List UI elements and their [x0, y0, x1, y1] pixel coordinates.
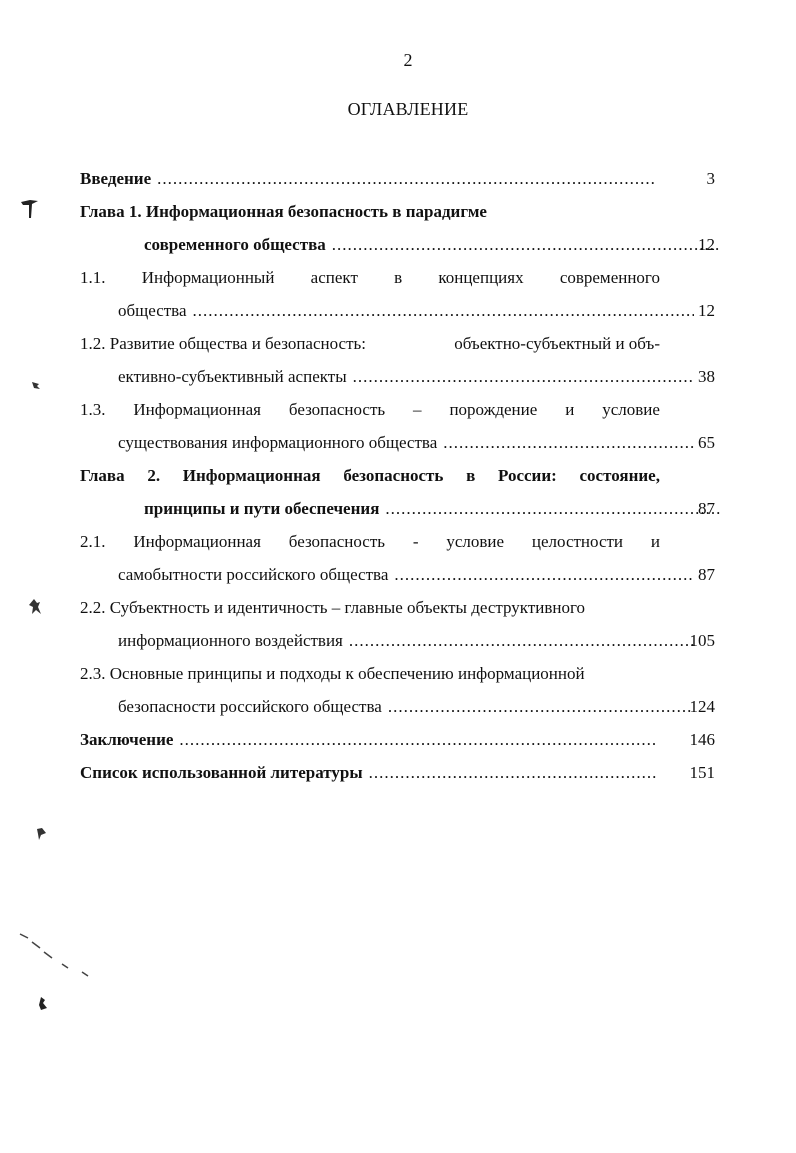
toc-word: в: [394, 268, 403, 287]
dot-leader: [332, 231, 720, 258]
toc-entry-chapter-2: [80, 462, 715, 495]
toc-entry-label: ективно-субъективный аспекты: [118, 367, 347, 386]
toc-word: в: [466, 466, 476, 485]
toc-entry-conclusion: [80, 726, 715, 759]
toc-entry-label: информационного воздействия: [118, 631, 343, 650]
toc-entry-section-2-2: [80, 594, 715, 627]
toc-entry-chapter-1-cont: [80, 231, 715, 264]
dot-leader: [179, 726, 656, 753]
toc-entry-chapter-1: [80, 198, 715, 231]
scan-artifact-mark: [36, 996, 50, 1012]
toc-entry-label: существования информационного общества: [118, 433, 438, 452]
toc-entry-label: 2.3. Основные принципы и подходы к обеспечению информационной: [80, 664, 585, 683]
toc-page-number: 124: [689, 697, 715, 716]
toc-page-number: 105: [689, 631, 715, 650]
toc-word: состояние,: [579, 466, 660, 485]
toc-word: аспект: [310, 268, 358, 287]
toc-entry-section-2-3: [80, 660, 715, 693]
scan-artifact-mark: [30, 380, 42, 392]
toc-page-number: 12: [698, 235, 715, 254]
toc-entry-bibliography: [80, 759, 715, 792]
toc-word: безопасность: [288, 400, 386, 419]
table-of-contents: [80, 165, 715, 792]
toc-word: условие: [602, 400, 660, 419]
toc-entry-section-2-2-cont: [80, 627, 715, 660]
toc-page-number: 65: [698, 433, 715, 452]
toc-page-number: 87: [698, 499, 715, 518]
toc-word: 2.1.: [80, 532, 106, 551]
toc-entry-label: принципы и пути обеспечения: [144, 499, 380, 518]
toc-word: Информационная: [182, 466, 321, 485]
scan-artifact-mark: [28, 598, 42, 616]
toc-word: России:: [497, 466, 557, 485]
scan-artifact-mark: [18, 930, 98, 980]
toc-word: Информационная: [133, 400, 261, 419]
toc-word: Информационный: [141, 268, 275, 287]
toc-word: объектно-субъектный и объ-: [454, 334, 660, 353]
toc-page-number: 3: [706, 169, 715, 188]
toc-page-number: 12: [698, 301, 715, 320]
dot-leader: [385, 495, 720, 522]
toc-word: 1.1.: [80, 268, 106, 287]
page-number: 2: [403, 50, 413, 70]
toc-entry-label: общества: [118, 301, 187, 320]
scan-artifact-mark: [18, 196, 42, 222]
toc-page-number: 38: [698, 367, 715, 386]
toc-word: современного: [559, 268, 660, 287]
toc-entry-section-1-3-cont: [80, 429, 715, 462]
dot-leader: [443, 429, 694, 456]
toc-entry-label: самобытности российского общества: [118, 565, 389, 584]
dot-leader: [157, 165, 656, 192]
toc-word: 1.2. Развитие общества и безопасность:: [80, 334, 366, 353]
toc-entry-section-2-1-cont: [80, 561, 715, 594]
toc-entry-label: Список использованной литературы: [80, 763, 363, 782]
toc-entry-label: Глава 1. Информационная безопасность в парадигме: [80, 202, 487, 221]
toc-entry-section-1-1: [80, 264, 715, 297]
dot-leader: [193, 297, 694, 324]
toc-entry-section-2-3-cont: [80, 693, 715, 726]
dot-leader: [349, 627, 694, 654]
toc-entry-label: 2.2. Субъектность и идентичность – главные объекты деструктивного: [80, 598, 586, 617]
toc-entry-label: Заключение: [80, 730, 174, 749]
toc-entry-section-2-1: [80, 528, 715, 561]
dot-leader: [369, 759, 656, 786]
toc-word: порождение: [449, 400, 538, 419]
toc-entry-intro: [80, 165, 715, 198]
toc-word: условие: [446, 532, 505, 551]
toc-word: безопасность: [288, 532, 385, 551]
toc-word: 2.: [147, 466, 161, 485]
scan-artifact-mark: [34, 826, 48, 842]
toc-page-number: 151: [689, 763, 715, 782]
toc-entry-section-1-1-cont: [80, 297, 715, 330]
toc-word: –: [413, 400, 422, 419]
toc-word: Информационная: [133, 532, 261, 551]
toc-page-number: 87: [698, 565, 715, 584]
toc-entry-label: современного общества: [144, 235, 326, 254]
toc-entry-section-1-2: [80, 330, 715, 363]
toc-word: и: [650, 532, 660, 551]
toc-word: 1.3.: [80, 400, 106, 419]
toc-word: и: [565, 400, 575, 419]
toc-entry-label: безопасности российского общества: [118, 697, 382, 716]
dot-leader: [394, 561, 694, 588]
toc-word: безопасность: [343, 466, 444, 485]
dot-leader: [353, 363, 694, 390]
toc-entry-chapter-2-cont: [80, 495, 715, 528]
toc-entry-section-1-2-cont: [80, 363, 715, 396]
toc-word: целостности: [531, 532, 624, 551]
toc-word: Глава: [80, 466, 125, 485]
page-title: ОГЛАВЛЕНИЕ: [347, 99, 469, 119]
toc-entry-section-1-3: [80, 396, 715, 429]
toc-word: концепциях: [438, 268, 524, 287]
toc-entry-label: Введение: [80, 169, 152, 188]
toc-word: -: [412, 532, 419, 551]
dot-leader: [388, 693, 694, 720]
toc-page-number: 146: [689, 730, 715, 749]
